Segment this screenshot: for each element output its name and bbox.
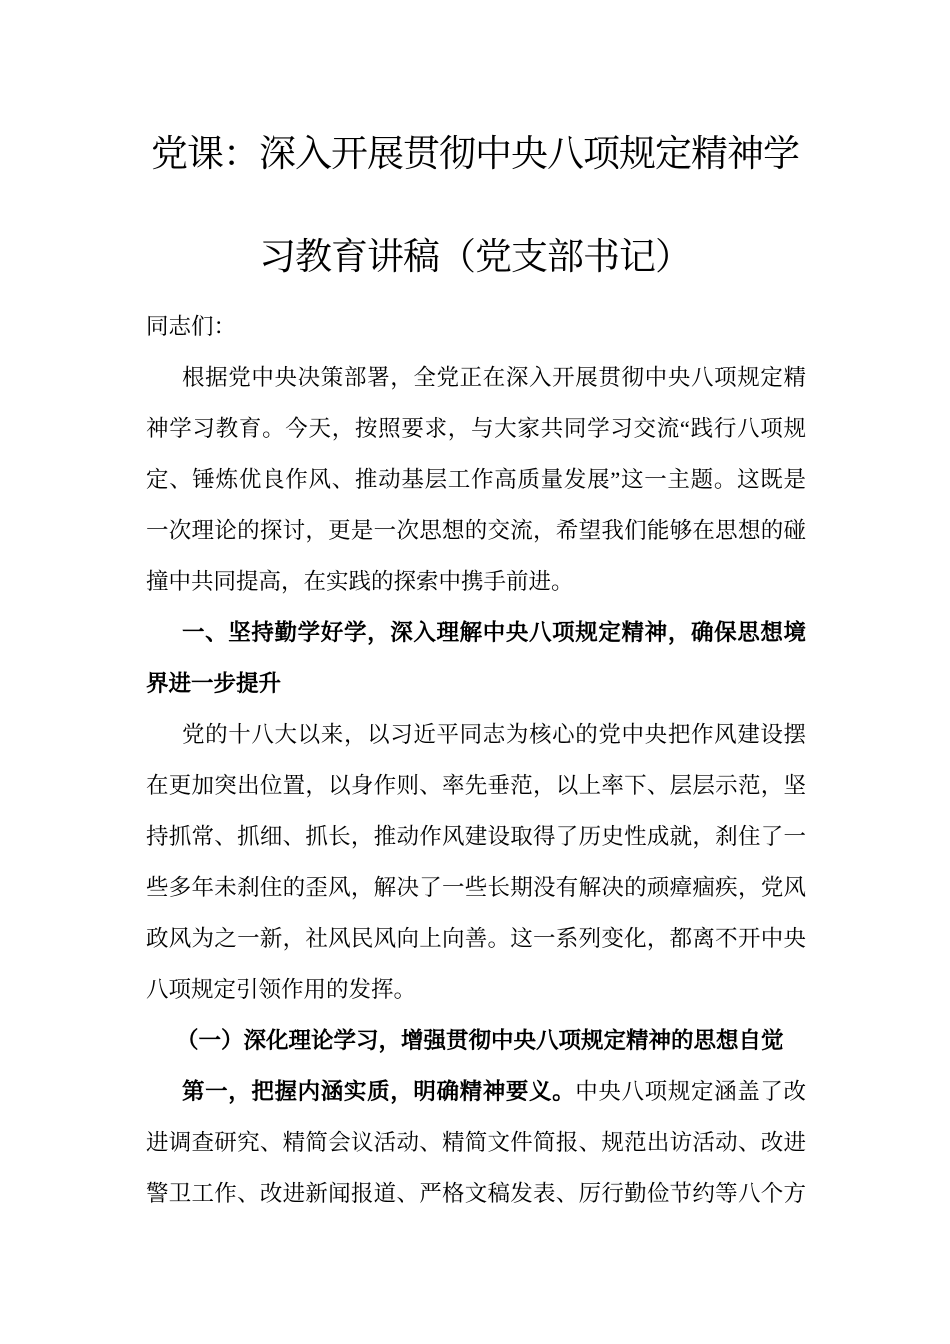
paragraph-line: 些多年未刹住的歪风，解决了一些长期没有解决的顽瘴痼疾，党风: [146, 875, 806, 900]
document-title-line-2: 习教育讲稿（党支部书记）: [259, 237, 691, 278]
section-1-paragraph: [146, 709, 806, 1015]
heading-line: 一、坚持勤学好学，深入理解中央八项规定精神，确保思想境: [182, 620, 806, 645]
paragraph-line: 一次理论的探讨，更是一次思想的交流，希望我们能够在思想的碰: [146, 518, 806, 543]
paragraph-line: 持抓常、抓细、抓长，推动作风建设取得了历史性成就，刹住了一: [146, 824, 806, 849]
paragraph-line: 定、锤炼优良作风、推动基层工作高质量发展”这一主题。这既是: [146, 467, 806, 492]
paragraph-line: 撞中共同提高，在实践的探索中携手前进。: [146, 569, 574, 594]
paragraph-line: 警卫工作、改进新闻报道、严格文稿发表、厉行勤俭节约等八个方: [146, 1181, 806, 1206]
point-text: 中央八项规定涵盖了改: [575, 1079, 806, 1104]
paragraph-line: 党的十八大以来，以习近平同志为核心的党中央把作风建设摆: [182, 722, 806, 747]
subsection-1-heading: （一）深化理论学习，增强贯彻中央八项规定精神的思想自觉: [176, 1028, 784, 1053]
paragraph-line: 八项规定引领作用的发挥。: [146, 977, 417, 1002]
document-body: [146, 301, 806, 1219]
point-1-paragraph: [146, 1066, 806, 1219]
point-lead: 第一，把握内涵实质，明确精神要义。: [182, 1079, 576, 1104]
paragraph-line: 在更加突出位置，以身作则、率先垂范，以上率下、层层示范，坚: [146, 773, 806, 798]
paragraph-line: [146, 1066, 806, 1117]
paragraph-line: 政风为之一新，社风民风向上向善。这一系列变化，都离不开中央: [146, 926, 806, 951]
document-title-line-1: 党课：深入开展贯彻中央八项规定精神学: [151, 134, 799, 175]
paragraph-line: 神学习教育。今天，按照要求，与大家共同学习交流“践行八项规: [146, 416, 806, 441]
paragraph-line: 根据党中央决策部署，全党正在深入开展贯彻中央八项规定精: [182, 365, 806, 390]
salutation: 同志们：: [146, 314, 237, 339]
intro-paragraph: [146, 352, 806, 607]
section-1-heading: [146, 607, 806, 709]
paragraph-line: 进调查研究、精简会议活动、精简文件简报、规范出访活动、改进: [146, 1130, 806, 1155]
heading-line: 界进一步提升: [146, 671, 282, 696]
